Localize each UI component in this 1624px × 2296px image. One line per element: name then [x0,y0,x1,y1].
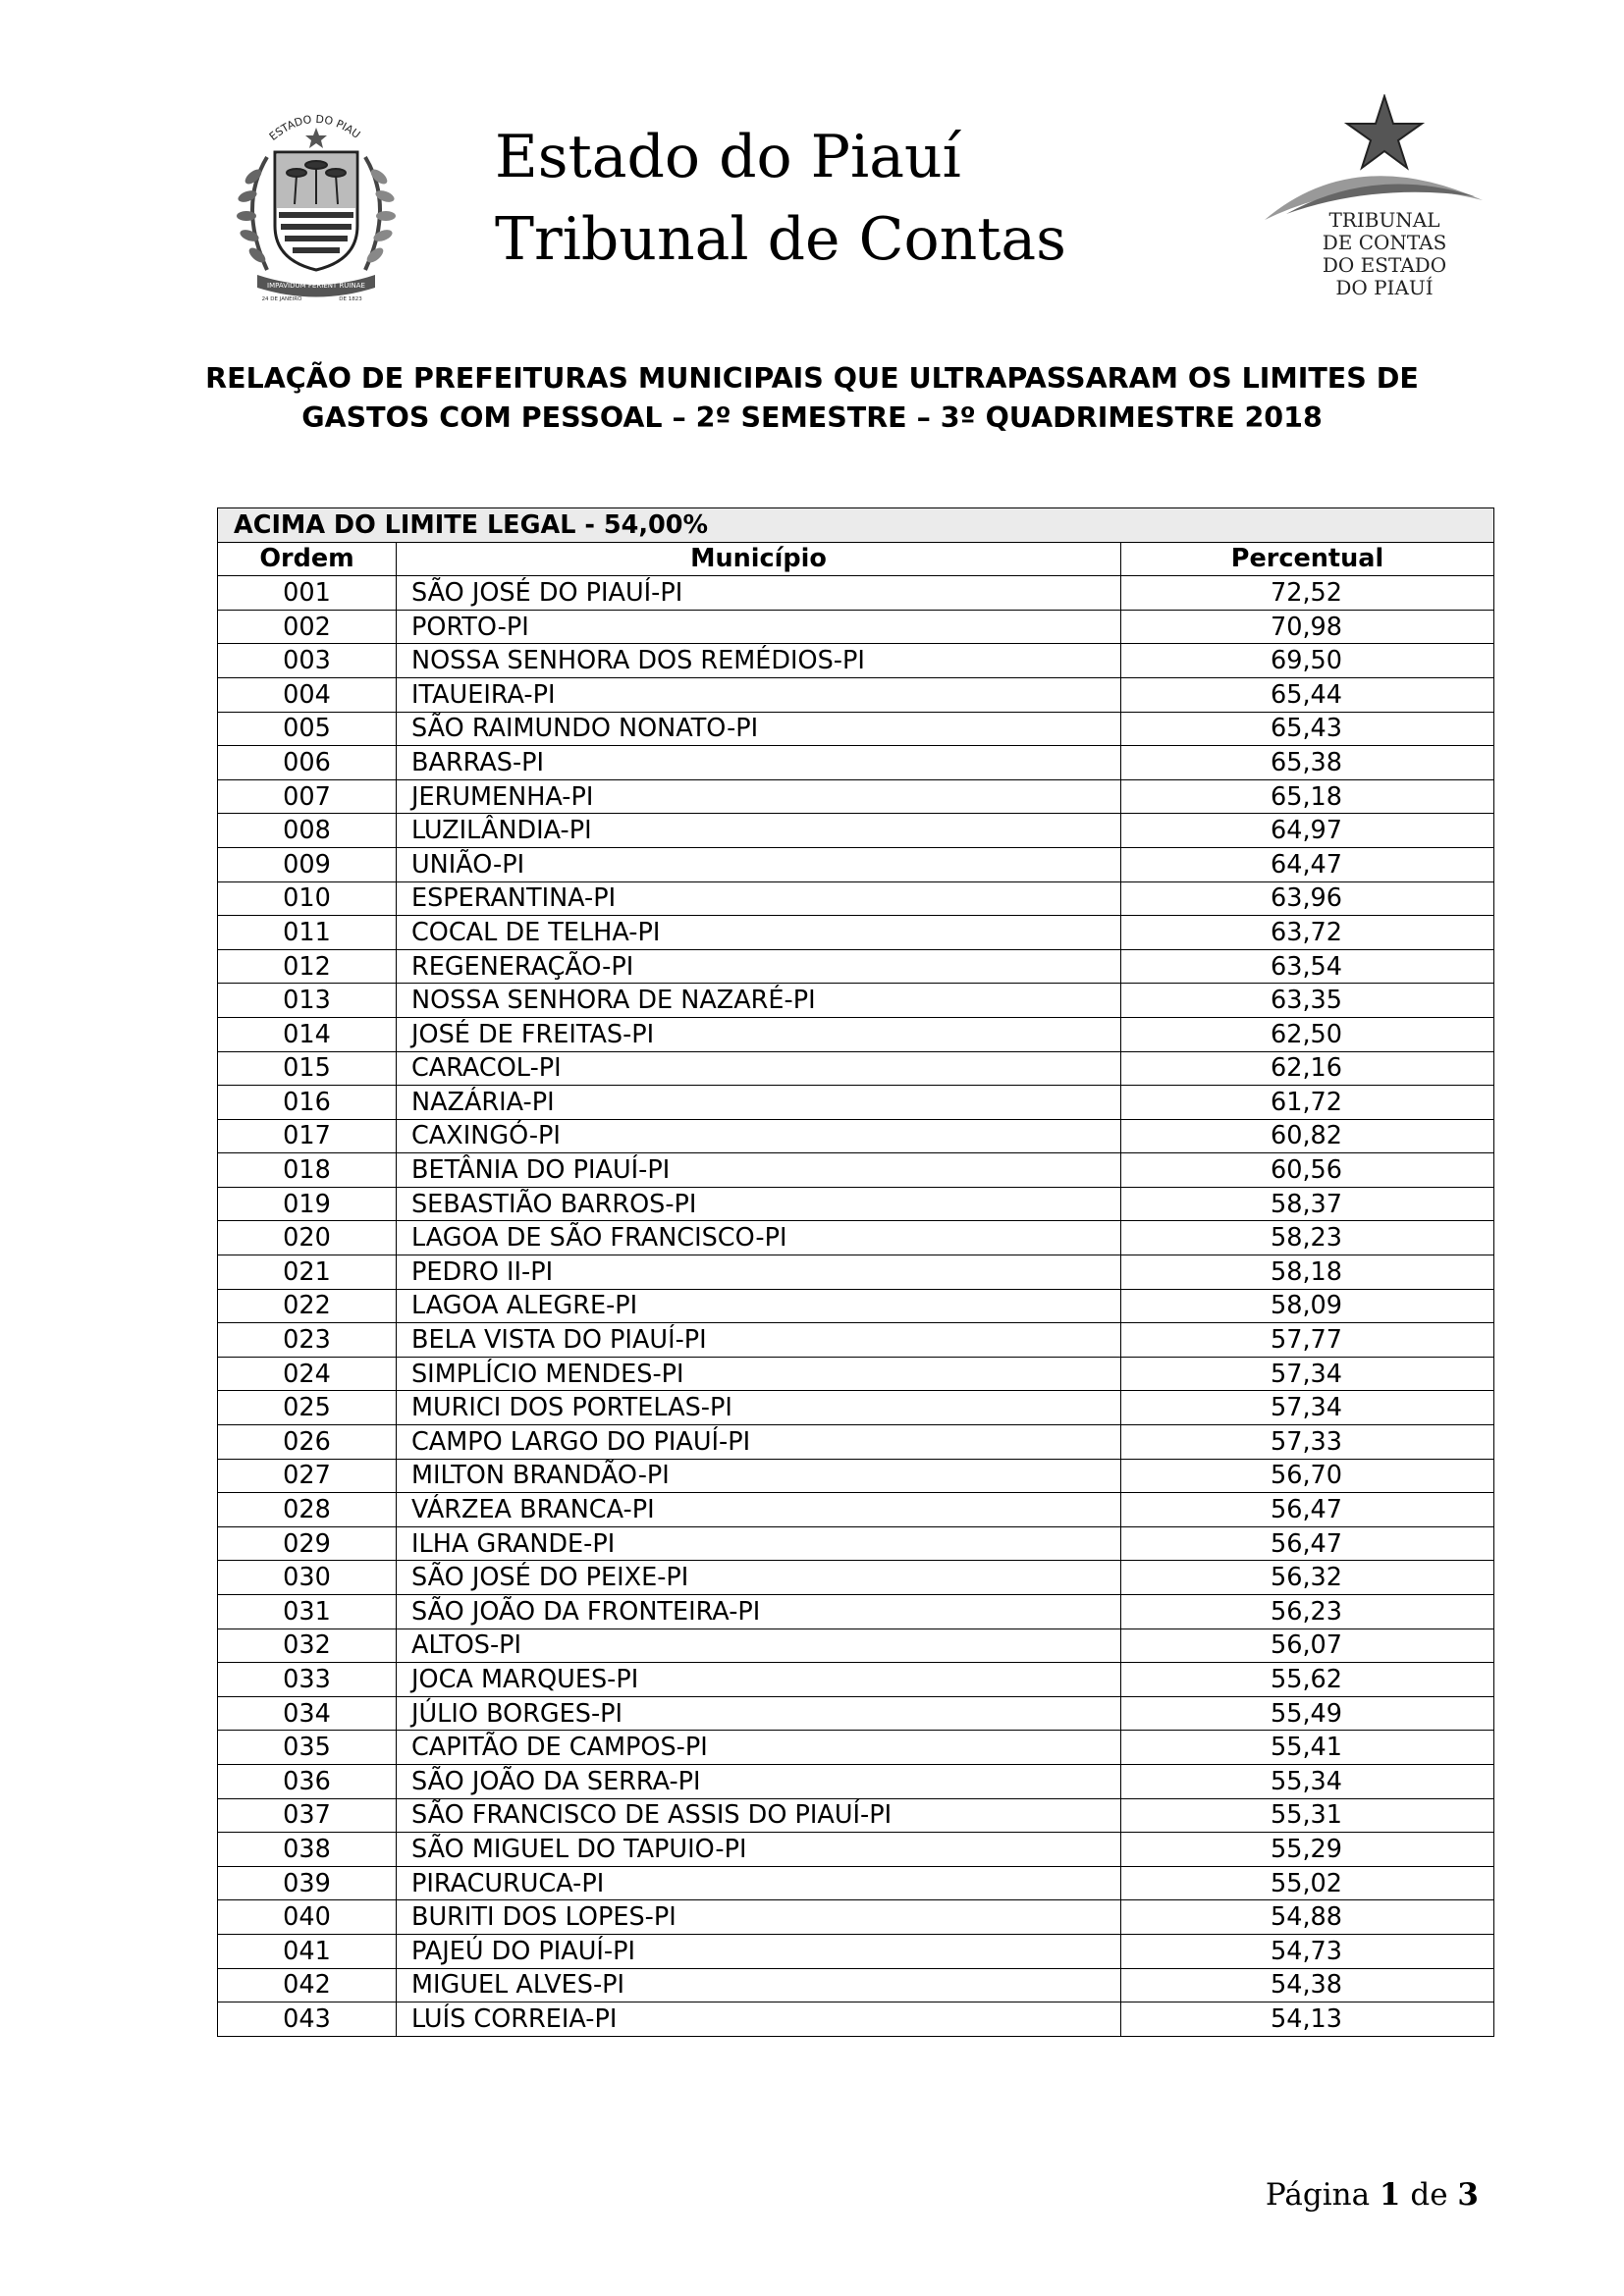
row-ordem: 026 [218,1425,397,1460]
table-row [218,1153,1494,1188]
row-ordem: 028 [218,1493,397,1527]
row-municipio: CARACOL-PI [397,1051,1121,1086]
row-municipio: PORTO-PI [397,610,1121,644]
table-row [218,1357,1494,1391]
row-municipio: CAXINGÓ-PI [397,1119,1121,1153]
row-ordem: 042 [218,1968,397,2002]
table-row [218,1934,1494,1968]
table-row [218,984,1494,1018]
row-percentual: 56,47 [1121,1526,1494,1561]
row-municipio: SÃO MIGUEL DO TAPUIO-PI [397,1833,1121,1867]
limits-table [217,507,1494,2037]
table-row [218,1696,1494,1731]
row-municipio: SÃO JOSÉ DO PIAUÍ-PI [397,576,1121,611]
row-ordem: 019 [218,1187,397,1221]
row-percentual: 57,34 [1121,1357,1494,1391]
row-municipio: NAZÁRIA-PI [397,1086,1121,1120]
row-municipio: SIMPLÍCIO MENDES-PI [397,1357,1121,1391]
row-percentual: 58,18 [1121,1255,1494,1290]
table-row [218,814,1494,848]
row-ordem: 023 [218,1323,397,1358]
row-ordem: 027 [218,1459,397,1493]
row-percentual: 56,70 [1121,1459,1494,1493]
row-percentual: 62,50 [1121,1017,1494,1051]
table-row [218,677,1494,712]
table-row [218,1866,1494,1900]
row-ordem: 016 [218,1086,397,1120]
table-row [218,1968,1494,2002]
row-percentual: 55,29 [1121,1833,1494,1867]
row-municipio: BETÂNIA DO PIAUÍ-PI [397,1153,1121,1188]
row-municipio: PAJEÚ DO PIAUÍ-PI [397,1934,1121,1968]
row-municipio: UNIÃO-PI [397,847,1121,881]
title-line-state: Estado do Piauí [495,123,961,191]
row-ordem: 003 [218,644,397,678]
row-municipio: SÃO RAIMUNDO NONATO-PI [397,712,1121,746]
table-row [218,1459,1494,1493]
row-municipio: ESPERANTINA-PI [397,881,1121,916]
table-row [218,1663,1494,1697]
table-row [218,1900,1494,1935]
table-body [218,576,1494,2037]
row-percentual: 55,31 [1121,1798,1494,1833]
row-ordem: 029 [218,1526,397,1561]
report-title-line2: GASTOS COM PESSOAL – 2º SEMESTRE – 3º QUADRIMESTRE 2018 [301,401,1323,434]
row-percentual: 64,47 [1121,847,1494,881]
svg-text:DE CONTAS: DE CONTAS [1322,231,1447,254]
row-ordem: 025 [218,1391,397,1425]
row-ordem: 010 [218,881,397,916]
row-percentual: 55,62 [1121,1663,1494,1697]
row-percentual: 58,09 [1121,1289,1494,1323]
report-title [147,359,1477,438]
table-row [218,1187,1494,1221]
row-percentual: 56,23 [1121,1595,1494,1629]
table-row [218,1764,1494,1798]
row-municipio: JÚLIO BORGES-PI [397,1696,1121,1731]
row-percentual: 70,98 [1121,610,1494,644]
row-ordem: 032 [218,1629,397,1663]
row-ordem: 030 [218,1561,397,1595]
piaui-coat-of-arms-icon [228,98,405,304]
row-ordem: 037 [218,1798,397,1833]
row-percentual: 65,38 [1121,746,1494,780]
table-row [218,1833,1494,1867]
row-percentual: 57,33 [1121,1425,1494,1460]
row-ordem: 024 [218,1357,397,1391]
row-percentual: 56,32 [1121,1561,1494,1595]
table-row [218,779,1494,814]
row-percentual: 65,18 [1121,779,1494,814]
row-ordem: 006 [218,746,397,780]
row-percentual: 58,23 [1121,1221,1494,1255]
section-header-row [218,508,1494,543]
row-percentual: 63,96 [1121,881,1494,916]
row-municipio: PIRACURUCA-PI [397,1866,1121,1900]
row-municipio: LAGOA ALEGRE-PI [397,1289,1121,1323]
column-header-row [218,542,1494,576]
row-percentual: 55,41 [1121,1731,1494,1765]
table-row [218,712,1494,746]
row-ordem: 009 [218,847,397,881]
table-row [218,1323,1494,1358]
svg-text:DO PIAUÍ: DO PIAUÍ [1335,276,1434,299]
table-row [218,1629,1494,1663]
row-municipio: MILTON BRANDÃO-PI [397,1459,1121,1493]
row-municipio: SÃO JOSÉ DO PEIXE-PI [397,1561,1121,1595]
row-percentual: 63,35 [1121,984,1494,1018]
row-municipio: REGENERAÇÃO-PI [397,949,1121,984]
row-ordem: 011 [218,916,397,950]
row-percentual: 65,44 [1121,677,1494,712]
table-row [218,644,1494,678]
row-percentual: 65,43 [1121,712,1494,746]
row-percentual: 54,13 [1121,2002,1494,2037]
row-percentual: 56,47 [1121,1493,1494,1527]
table-row [218,1526,1494,1561]
row-ordem: 043 [218,2002,397,2037]
table-row [218,1391,1494,1425]
row-municipio: SÃO FRANCISCO DE ASSIS DO PIAUÍ-PI [397,1798,1121,1833]
row-municipio: JOSÉ DE FREITAS-PI [397,1017,1121,1051]
row-municipio: MIGUEL ALVES-PI [397,1968,1121,2002]
section-title: ACIMA DO LIMITE LEGAL - 54,00% [218,508,1494,543]
row-ordem: 031 [218,1595,397,1629]
row-municipio: ITAUEIRA-PI [397,677,1121,712]
row-municipio: BURITI DOS LOPES-PI [397,1900,1121,1935]
row-percentual: 72,52 [1121,576,1494,611]
header-title [495,116,1066,281]
row-ordem: 035 [218,1731,397,1765]
row-percentual: 54,88 [1121,1900,1494,1935]
row-percentual: 55,02 [1121,1866,1494,1900]
table-row [218,1731,1494,1765]
svg-text:IMPAVIDUM FERIENT RUINAE: IMPAVIDUM FERIENT RUINAE [267,282,365,290]
row-municipio: SÃO JOÃO DA SERRA-PI [397,1764,1121,1798]
table-row [218,1255,1494,1290]
row-municipio: LUZILÂNDIA-PI [397,814,1121,848]
row-ordem: 017 [218,1119,397,1153]
table-row [218,1221,1494,1255]
page-label: Página [1265,2177,1371,2213]
row-percentual: 57,77 [1121,1323,1494,1358]
row-ordem: 040 [218,1900,397,1935]
page-total: 3 [1457,2177,1479,2213]
row-ordem: 001 [218,576,397,611]
row-ordem: 033 [218,1663,397,1697]
svg-text:24 DE JANEIRO: 24 DE JANEIRO [261,296,302,302]
row-ordem: 008 [218,814,397,848]
table-row [218,1289,1494,1323]
table-row [218,881,1494,916]
row-ordem: 034 [218,1696,397,1731]
row-municipio: JOCA MARQUES-PI [397,1663,1121,1697]
row-municipio: CAMPO LARGO DO PIAUÍ-PI [397,1425,1121,1460]
svg-text:TRIBUNAL: TRIBUNAL [1328,208,1440,232]
row-municipio: COCAL DE TELHA-PI [397,916,1121,950]
row-percentual: 69,50 [1121,644,1494,678]
table-row [218,1798,1494,1833]
row-percentual: 60,56 [1121,1153,1494,1188]
column-header-percentual: Percentual [1121,542,1494,576]
page-of-label: de [1410,2177,1448,2213]
row-percentual: 55,49 [1121,1696,1494,1731]
table-row [218,847,1494,881]
table-row [218,1119,1494,1153]
table-row [218,1086,1494,1120]
page-current: 1 [1379,2177,1401,2213]
row-municipio: MURICI DOS PORTELAS-PI [397,1391,1121,1425]
row-ordem: 002 [218,610,397,644]
row-municipio: ALTOS-PI [397,1629,1121,1663]
table-row [218,1425,1494,1460]
table-row [218,1595,1494,1629]
row-percentual: 61,72 [1121,1086,1494,1120]
table-row [218,916,1494,950]
row-ordem: 041 [218,1934,397,1968]
table-row [218,746,1494,780]
svg-text:DE 1823: DE 1823 [339,296,362,302]
row-ordem: 022 [218,1289,397,1323]
row-ordem: 020 [218,1221,397,1255]
row-municipio: NOSSA SENHORA DE NAZARÉ-PI [397,984,1121,1018]
row-ordem: 015 [218,1051,397,1086]
row-ordem: 005 [218,712,397,746]
row-municipio: CAPITÃO DE CAMPOS-PI [397,1731,1121,1765]
row-percentual: 54,73 [1121,1934,1494,1968]
row-municipio: LUÍS CORREIA-PI [397,2002,1121,2037]
row-percentual: 55,34 [1121,1764,1494,1798]
row-municipio: BELA VISTA DO PIAUÍ-PI [397,1323,1121,1358]
row-municipio: VÁRZEA BRANCA-PI [397,1493,1121,1527]
table-row [218,1017,1494,1051]
table-row [218,1051,1494,1086]
column-header-municipio: Município [397,542,1121,576]
row-percentual: 56,07 [1121,1629,1494,1663]
row-ordem: 039 [218,1866,397,1900]
row-percentual: 60,82 [1121,1119,1494,1153]
row-ordem: 038 [218,1833,397,1867]
row-percentual: 64,97 [1121,814,1494,848]
table-row [218,1561,1494,1595]
row-ordem: 013 [218,984,397,1018]
table-row [218,610,1494,644]
svg-text:DO ESTADO: DO ESTADO [1322,253,1447,277]
row-ordem: 012 [218,949,397,984]
row-municipio: LAGOA DE SÃO FRANCISCO-PI [397,1221,1121,1255]
row-ordem: 004 [218,677,397,712]
row-percentual: 58,37 [1121,1187,1494,1221]
row-percentual: 63,72 [1121,916,1494,950]
row-municipio: SEBASTIÃO BARROS-PI [397,1187,1121,1221]
row-municipio: JERUMENHA-PI [397,779,1121,814]
row-percentual: 62,16 [1121,1051,1494,1086]
row-municipio: BARRAS-PI [397,746,1121,780]
table-row [218,949,1494,984]
title-line-tribunal: Tribunal de Contas [495,205,1066,274]
table-row [218,576,1494,611]
row-municipio: NOSSA SENHORA DOS REMÉDIOS-PI [397,644,1121,678]
row-ordem: 018 [218,1153,397,1188]
row-municipio: PEDRO II-PI [397,1255,1121,1290]
row-municipio: ILHA GRANDE-PI [397,1526,1121,1561]
row-percentual: 54,38 [1121,1968,1494,2002]
row-ordem: 007 [218,779,397,814]
page-header [0,0,1624,314]
report-title-line1: RELAÇÃO DE PREFEITURAS MUNICIPAIS QUE ULTRAPASSARAM OS LIMITES DE [205,362,1419,395]
row-ordem: 021 [218,1255,397,1290]
page-footer [1266,2177,1479,2213]
svg-text:ESTADO DO PIAUÍ: ESTADO DO PIAU [266,112,363,143]
column-header-ordem: Ordem [218,542,397,576]
star-swoosh-logo-icon [1247,94,1492,300]
row-percentual: 63,54 [1121,949,1494,984]
row-municipio: SÃO JOÃO DA FRONTEIRA-PI [397,1595,1121,1629]
table-row [218,2002,1494,2037]
row-percentual: 57,34 [1121,1391,1494,1425]
table-row [218,1493,1494,1527]
row-ordem: 014 [218,1017,397,1051]
row-ordem: 036 [218,1764,397,1798]
